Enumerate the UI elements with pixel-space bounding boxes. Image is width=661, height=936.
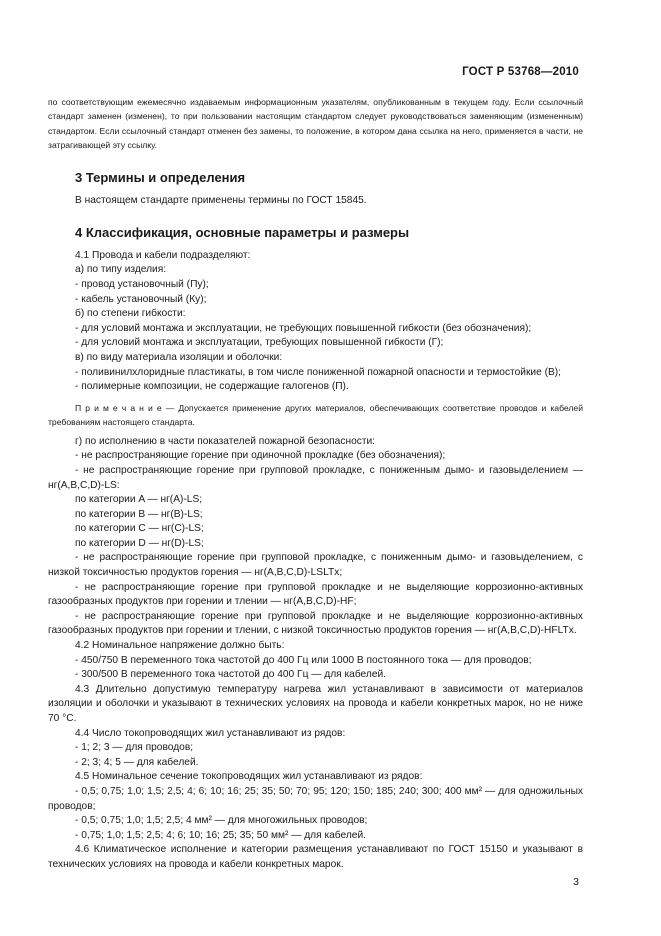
list-item: - кабель установочный (Ку); <box>75 293 207 305</box>
clause-4-2: 4.2 Номинальное напряжение должно быть: <box>75 640 285 652</box>
category-item: по категории C — нг(C)-LS; <box>75 523 204 535</box>
clause-4-1: 4.1 Провода и кабели подразделяют: <box>75 249 251 261</box>
category-item: по категории A — нг(A)-LS; <box>75 494 203 506</box>
intro-paragraph: по соответствующим ежемесячно издаваемым информационным указателям, опубликованным в текущем году. Если ссылочный стандарт заменен (изменен), то при пользовании настоящим стандартом следует руководствоваться заменяющим (измененным) стандартом. Если ссылочный стандарт отменен без замены, то положение, в котором дана ссылка на него, применяется в части, не затрагивающей эту ссылку. <box>48 97 583 150</box>
page-content <box>48 95 583 873</box>
list-item: - 2; 3; 4; 5 — для кабелей. <box>75 756 199 768</box>
list-heading-v: в) по виду материала изоляции и оболочки: <box>75 351 283 363</box>
note-paragraph: П р и м е ч а н и е — Допускается применение других материалов, обеспечивающих соответствие проводов и кабелей требованиям настоящего стандарта. <box>48 402 583 427</box>
list-item: - не распространяющие горение при групповой прокладке и не выделяющие коррозионно-активных газообразных продуктов при горении и тлении — нг(A,B,C,D)-HF; <box>48 581 583 608</box>
document-id-header: ГОСТ Р 53768—2010 <box>462 66 579 78</box>
category-item: по категории D — нг(D)-LS; <box>75 537 204 549</box>
page-number: 3 <box>573 876 579 888</box>
list-heading-b: б) по степени гибкости: <box>75 308 186 320</box>
list-item: - полимерные композиции, не содержащие галогенов (П). <box>75 381 349 393</box>
list-item: - 300/500 В переменного тока частотой до 400 Гц — для кабелей. <box>75 669 387 681</box>
list-item: - не распространяющие горение при групповой прокладке, с пониженным дымо- и газовыделением — нг(A,B,C,D)-LS: <box>48 464 583 491</box>
clause-4-6: 4.6 Климатическое исполнение и категории размещения устанавливают по ГОСТ 15150 и указывают в технических условиях на провода и кабели конкретных марок. <box>48 844 583 870</box>
list-item: - 0,5; 0,75; 1,0; 1,5; 2,5; 4; 6; 10; 16; 25; 35; 50; 70; 95; 120; 150; 185; 240; 300; 400 мм² — для одножильных проводов; <box>48 785 583 812</box>
list-item: - не распространяющие горение при групповой прокладке и не выделяющие коррозионно-активных газообразных продуктов при горении и тлении, с низкой токсичностью продуктов горения — нг(A,B,C,D)-HFLTx. <box>48 610 583 637</box>
clause-4-3: 4.3 Длительно допустимую температуру нагрева жил устанавливают в зависимости от материалов изоляции и оболочки и указывают в технических условиях на провода и кабели конкретных марок, но не ниже 70 °С. <box>48 683 583 724</box>
list-item: - провод установочный (Пу); <box>75 278 209 290</box>
list-item: - 450/750 В переменного тока частотой до 400 Гц или 1000 В постоянного тока — для проводов; <box>75 654 532 666</box>
list-item: - 0,75; 1,0; 1,5; 2,5; 4; 6; 10; 16; 25; 35; 50 мм² — для кабелей. <box>75 829 366 841</box>
list-item: - 0,5; 0,75; 1,0; 1,5; 2,5; 4 мм² — для многожильных проводов; <box>75 815 368 827</box>
category-item: по категории B — нг(B)-LS; <box>75 508 203 520</box>
list-heading-g: г) по исполнению в части показателей пожарной безопасности: <box>75 435 376 447</box>
list-item: - для условий монтажа и эксплуатации, не требующих повышенной гибкости (без обозначения); <box>75 322 532 334</box>
section-3-title: 3 Термины и определения <box>75 170 246 186</box>
list-item: - не распространяющие горение при групповой прокладке, с пониженным дымо- и газовыделением, с низкой токсичностью продуктов горения — нг(A,B,C,D)-LSLTx; <box>48 552 583 579</box>
section-4-title: 4 Классификация, основные параметры и размеры <box>75 224 410 240</box>
list-heading-a: а) по типу изделия: <box>75 264 167 276</box>
clause-4-4: 4.4 Число токопроводящих жил устанавливают из рядов: <box>75 727 346 739</box>
list-item: - для условий монтажа и эксплуатации, требующих повышенной гибкости (Г); <box>75 337 444 349</box>
list-item: - не распространяющие горение при одиночной прокладке (без обозначения); <box>75 450 446 462</box>
list-item: - поливинилхлоридные пластикаты, в том числе пониженной пожарной опасности и термостойкие (В); <box>75 366 562 378</box>
clause-4-5: 4.5 Номинальное сечение токопроводящих жил устанавливают из рядов: <box>75 771 423 783</box>
list-item: - 1; 2; 3 — для проводов; <box>75 742 194 754</box>
section-3-text: В настоящем стандарте применены термины по ГОСТ 15845. <box>75 195 367 207</box>
